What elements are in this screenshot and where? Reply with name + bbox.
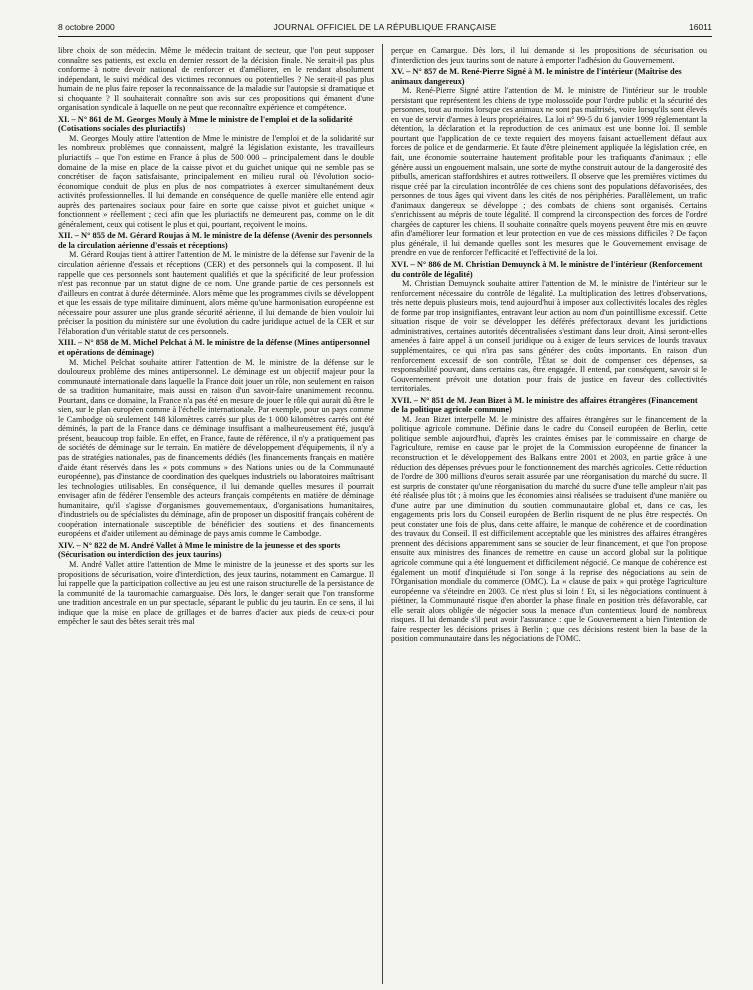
- header-page-number: 16011: [688, 22, 712, 32]
- question-body: M. Jean Bizet interpelle M. le ministre des affaires étrangères sur le financement de la politique agricole commune. Définie dans le cadre du Conseil européen de Berlin, cette politique semble aujourd'hui, d'après les craintes émises par le commissaire en charge de l'agriculture, remise en cause par le projet de la Commission européenne de financer la reconstruction et le développement des Balkans entre 2001 et 2003, en partie grâce à une réduction des dépenses prévues pour le fonctionnement des marchés agricoles. Cette réduction de l'ordre de 300 millions d'euros serait assurée par une réorganisation du marché du sucre. Il est surpris de constater qu'une réorganisation du marché du sucre d'une telle ampleur n'ait pas été réalisée plus tôt ; à moins que les économies ainsi réalisées se traduisent d'une manière ou d'une autre par une diminution du soutien communautaire global et, dans ce cas, les engagements pris lors du Conseil européen de Berlin risquent de ne plus être respectés. On peut constater une fois de plus, dans cette affaire, le manque de cohérence et de coordination des travaux du Conseil. Il est difficilement acceptable que les ministres des affaires étrangères prennent des décisions apparemment sans se soucier de leur financement, et que l'on propose ensuite aux ministres des finances de remettre en cause un accord global sur la politique agricole commune qui a été longuement et difficilement négocié. Ce manque de cohérence est également un motif d'inquiétude si l'on songe à la reprise des négociations au sein de l'Organisation mondiale du commerce (OMC). La « clause de paix » qui protège l'agriculture européenne va s'éteindre en 2003. Ce n'est plus si loin ! Et, si les négociations continuent à piétiner, la Communauté risque d'en aborder la phase finale en position très défavorable, car elle serait alors obligée de négocier sous la menace d'un contentieux lourd de nombreux risques. Il lui demande s'il peut avoir l'assurance : que le Gouvernement a bien l'intention de faire respecter les décisions prises à Berlin ; que ces décisions restent bien la base de la position communautaire dans les négociations de l'OMC.: [391, 414, 707, 644]
- intro-continuation: libre choix de son médecin. Même le médecin traitant de secteur, que l'on peut supposer connaître ses patients, est exclu en dernier ressort de la décision finale. Ne serait-il pas plus conforme à notre devoir national de renforcer et d'améliorer, en le rendant absolument indépendant, le suivi médical des victimes reconnues ou potentielles ? Ne serait-il pas plus humain de ne plus faire reposer la reconnaissance de la maladie sur l'autopsie si dramatique et si choquante ? Il souhaiterait connaître son avis sur ces propositions qui émanent d'une organisation syndicale à laquelle on ne peut que reconnaître expérience et compétence.: [58, 46, 374, 113]
- right-column: [391, 46, 707, 981]
- question-title: XIII. – N° 858 de M. Michel Pelchat à M. le ministre de la défense (Mines antipersonnel et opérations de déminage): [58, 338, 370, 357]
- question-title: XII. – N° 855 de M. Gérard Roujas à M. le ministre de la défense (Avenir des personnels de la circulation aérienne d'essais et réceptions): [58, 231, 373, 250]
- question-title: XVI. – N° 886 de M. Christian Demuynck à M. le ministre de l'intérieur (Renforcement du contrôle de légalité): [391, 260, 703, 279]
- question-body: M. Georges Mouly attire l'attention de Mme le ministre de l'emploi et de la solidarité sur les nombreux problèmes que connaissent, malgré la législation existante, les travailleurs pluriactifs – que l'on estime en France à plus de 500 000 – principalement dans le double domaine de la mise en place de la caisse pivot et du guichet unique qui ne semble pas se concrétiser de façon satisfaisante, principalement en milieu rural où l'évolution socio-économique conduit de plus en plus de nos compatriotes à exercer simultanément deux activités professionnelles. Il lui demande en conséquence de quelle manière elle entend agir auprès des partenaires sociaux pour faire en sorte que caisse pivot et guichet unique « fonctionnent » réellement ; ceci afin que les pluriactifs ne demeurent pas, comme on le dit généralement, ceux qui cotisent le plus et qui, pourtant, reçoivent le moins.: [58, 133, 374, 229]
- question-body: M. Gérard Roujas tient à attirer l'attention de M. le ministre de la défense sur l'avenir de la circulation aérienne d'essais et réceptions (CER) et des personnels qui la composent. Il lui rappelle que ces personnels sont hautement qualifiés et que la spécificité de leur profession n'est pas reconnue par un statut digne de ce nom. Une grande partie de ces personnels est d'ailleurs en contrat à durée déterminée. Alors même que les programmes civils se développent et que les essais de type militaire diminuent, alors même qu'une harmonisation européenne est nécessaire pour assurer une plus grande sécurité aérienne, il lui demande de bien vouloir lui préciser la position du ministère sur une évolution du cadre juridique actuel de la CER et sur l'élaboration d'un véritable statut de ces personnels.: [58, 250, 374, 336]
- question-xi: [58, 115, 374, 230]
- question-xiii: [58, 338, 374, 538]
- question-body: M. Christian Demuynck souhaite attirer l'attention de M. le ministre de l'intérieur sur le renforcement nécessaire du contrôle de légalité. La multiplication des lettres d'observations, très nette depuis plusieurs mois, tend aujourd'hui à imposer aux collectivités locales des règles de forme par trop insignifiantes, entravant leur action au nom d'un pointillisme excessif. Cette situation risque de voir se développer les déférés préfectoraux devant les juridictions administratives, certaines autorités décentralisées s'estimant dans leur droit. Ainsi seront-elles amenées à faire appel à un conseil juridique ou à exiger de leurs services de lourds travaux supplémentaires, ce qui n'ira pas sans générer des coûts importants. En raison d'un renforcement excessif de son contrôle, l'État se doit de compenser ces dépenses, sa responsabilité pouvant, dans certains cas, être engagée. Il entend, par conséquent, savoir si le Gouvernement prévoit une dotation pour frais de justice en faveur des collectivités territoriales.: [391, 279, 707, 394]
- question-xvii: [391, 396, 707, 644]
- question-xv: [391, 67, 707, 258]
- question-xii: [58, 231, 374, 336]
- question-xiv: [58, 541, 374, 627]
- question-body: M. André Vallet attire l'attention de Mme le ministre de la jeunesse et des sports sur les propositions de sécurisation, voire d'interdiction, des jeux taurins, notamment en Camargue. Il lui rappelle que la participation collective au jeu est une raison structurelle de la persistance de la communité de la tauromachie camarguaise. Dès lors, le danger serait que l'on transforme une tradition ancestrale en un pur spectacle, séparant le public du jeu taurin. En ce sens, il lui indique que la mise en place de grillages et de barres d'acier aux pieds de ceux-ci pour empêcher le saut des bêtes serait très mal: [58, 559, 374, 627]
- question-xvi: [391, 260, 707, 394]
- question-body: M. Michel Pelchat souhaite attirer l'attention de M. le ministre de la défense sur le douloureux problème des mines antipersonnel. Le déminage est un objectif majeur pour la communauté internationale dans laquelle la France doit jouer un rôle, non seulement en raison de sa tradition humanitaire, mais aussi en raison d'un savoir-faire unanimement reconnu. Pourtant, dans ce domaine, la France n'a pas été en mesure de jouer le rôle qui aurait dû être le sien, sur le plan européen comme à l'échelle internationale. Par exemple, pour un pays comme le Cambodge où seulement 148 kilomètres carrés sur plus de 1 000 kilomètres carrés ont été déminés, la part de la France dans ce déminage insuffisant a malheureusement été, jusqu'à présent, beaucoup trop faible. En effet, en France, faute de référence, il n'y a pratiquement pas de sociétés de déminage sur le terrain. En matière de développement d'équipements, il n'y a pas de stratégies nationales, pas de financements dédiés (les financements français en matière d'aide étant réservés dans les « pots communs » des Nations unies ou de la Communauté européenne), pas d'instance de coordination des quelques industriels ou laboratoires maîtrisant les technologies utilisables. En conséquence, il lui demande quelles mesures il pourrait envisager afin de fédérer l'ensemble des acteurs français compétents en matière de déminage humanitaire, qu'il s'agisse d'organismes gouvernementaux, d'organisations humanitaires, d'industriels ou de spécialistes du déminage, afin de proposer un dispositif français cohérent de coopération internationale susceptible de bénéficier des soutiens et des financements européens et d'aider utilement au déminage de pays amis comme le Cambodge.: [58, 357, 374, 539]
- question-xiv-continuation: perçue en Camargue. Dès lors, il lui demande si les propositions de sécurisation ou d'interdiction des jeux taurins sont de nature à emporter l'adhésion du Gouvernement.: [391, 46, 707, 65]
- question-title: XI. – N° 861 de M. Georges Mouly à Mme le ministre de l'emploi et de la solidarité (Cotisations sociales des pluriactifs): [58, 114, 353, 134]
- question-title: XV. – N° 857 de M. René-Pierre Signé à M. le ministre de l'intérieur (Maîtrise des animaux dangereux): [391, 67, 682, 86]
- header-title: JOURNAL OFFICIEL DE LA RÉPUBLIQUE FRANÇAISE: [273, 22, 497, 32]
- question-body: M. René-Pierre Signé attire l'attention de M. le ministre de l'intérieur sur le trouble persistant que représentent les chiens de type molossoïde pour l'ordre public et la sécurité des personnes, tout au moins lorsque ces animaux ne sont pas maîtrisés, voire lorsqu'ils sont élevés en vue de servir d'armes à leurs propriétaires. La loi n° 99-5 du 6 janvier 1999 réglementant la détention, la déclaration et la reproduction de ces animaux est une bonne loi. Il semble pourtant que l'application de ce texte requiert des moyens faisant actuellement défaut aux forces de police et de gendarmerie. Et faute d'être pleinement appliquée la législation crée, en fait, une économie souterraine hautement profitable pour les trafiquants d'animaux ; elle génère aussi un engouement malsain, une sorte de mythe construit autour de la dangerosité des pitbulls, american staffordshires et autres rottweilers. Il observe que les premières victimes du risque créé par la circulation incontrôlée de ces chiens sont des populations défavorisées, des personnes de tous âges qui vivent dans les cités de nos périphéries. Parallèlement, un trafic d'animaux dangereux se développe ; des combats de chiens sont organisés. Certains s'enrichissent au mépris de toute légalité. Il comprend la circonspection des forces de l'ordre chargées de capturer les chiens. Il souhaite connaître quels moyens peuvent être mis en œuvre afin d'améliorer leur formation et leur protection en vue de ces missions difficiles ? De façon plus générale, il lui demande quelles sont les mesures que le Gouvernement envisage de prendre en vue de renforcer l'efficacité et l'effectivité de la loi.: [391, 86, 707, 258]
- question-title: XIV. – N° 822 de M. André Vallet à Mme le ministre de la jeunesse et des sports (Sécurisation ou interdiction des jeux taurins): [58, 540, 341, 560]
- question-title: XVII. – N° 851 de M. Jean Bizet à M. le ministre des affaires étrangères (Financement de la politique agricole commune): [391, 395, 698, 415]
- header-date: 8 octobre 2000: [58, 22, 115, 32]
- left-column: [58, 46, 374, 981]
- page-header: [58, 22, 712, 37]
- column-divider: [382, 44, 383, 984]
